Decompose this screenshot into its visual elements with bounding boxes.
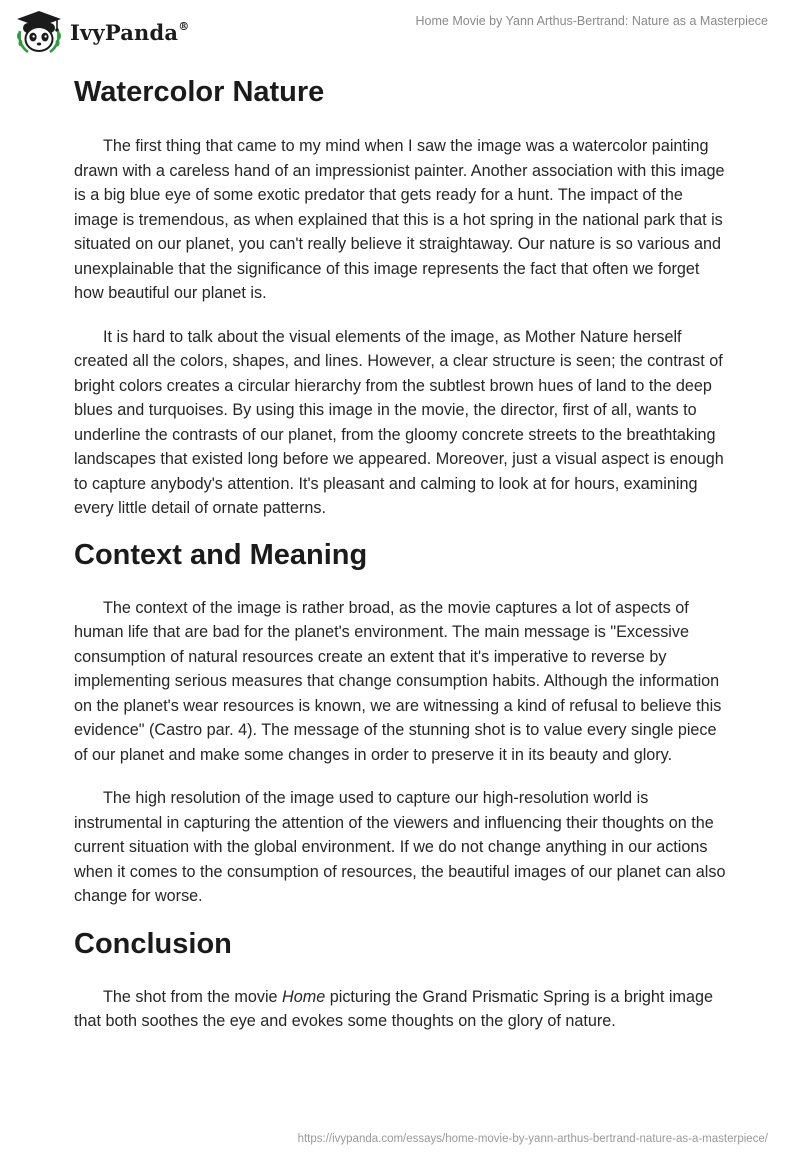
movie-title-emphasis: Home	[282, 987, 326, 1006]
ivypanda-logo[interactable]	[14, 9, 189, 55]
conclusion-text-end: picturing the Grand Prismatic Spring is a bright image that both soothes the eye and evokes some thoughts on the glory of nature.	[74, 987, 714, 1030]
paragraph: The first thing that came to my mind when I saw the image was a watercolor painting drawn with a careless hand of an impressionist painter. Another association with this image is a big blue eye of some exotic predator that gets ready for a hunt. The impact of the image is tremendous, as when explained that this is a hot spring in the national park that is situated on our planet, you can't really believe it straightaway. Our nature is so various and unexplainable that the significance of this image represents the fact that often we forget how beautiful our planet is.	[74, 137, 725, 302]
brand-name	[70, 20, 189, 45]
source-url[interactable]: https://ivypanda.com/essays/home-movie-by-yann-arthus-bertrand-nature-as-a-masterpiece/	[297, 1133, 768, 1145]
conclusion-text-start: The shot from the movie	[103, 987, 283, 1006]
essay-body	[74, 72, 728, 1034]
brand-name-text: IvyPanda	[70, 19, 179, 45]
paragraph	[74, 985, 728, 1034]
panda-graduate-icon	[14, 9, 64, 55]
section-heading-watercolor-nature: Watercolor Nature	[74, 76, 325, 108]
document-title: Home Movie by Yann Arthus-Bertrand: Nature as a Masterpiece	[415, 14, 768, 28]
page-header	[0, 0, 800, 70]
registered-mark: ®	[178, 19, 190, 33]
section-heading-conclusion: Conclusion	[74, 927, 232, 960]
section-heading-context-and-meaning: Context and Meaning	[74, 538, 368, 571]
paragraph: The high resolution of the image used to capture our high-resolution world is instrumental in capturing the attention of the viewers and influencing their thoughts on the current situation with the global environment. If we do not change anything in our actions when it comes to the consumption of resources, the beautiful images of our planet can also change for worse.	[74, 789, 726, 905]
paragraph: The context of the image is rather broad, as the movie captures a lot of aspects of human life that are bad for the planet's environment. The main message is "Excessive consumption of natural resources create an extent that it's imperative to reverse by implementing serious measures that change consumption habits. Although the information on the planet's wear resources is known, we are witnessing a kind of refusal to believe this evidence" (Castro par. 4). The message of the stunning shot is to value every single piece of our planet and make some changes in order to preserve it in its beauty and glory.	[74, 598, 722, 764]
paragraph: It is hard to talk about the visual elements of the image, as Mother Nature herself created all the colors, shapes, and lines. However, a clear structure is seen; the contrast of bright colors creates a circular hierarchy from the subtlest brown hues of land to the deep blues and turquoises. By using this image in the movie, the director, first of all, wants to underline the contrasts of our planet, from the gloomy concrete streets to the breathtaking landscapes that existed long before we appeared. Moreover, just a visual aspect is enough to capture anybody's attention. It's pleasant and calming to look at for hours, examining every little detail of ornate patterns.	[74, 327, 724, 517]
